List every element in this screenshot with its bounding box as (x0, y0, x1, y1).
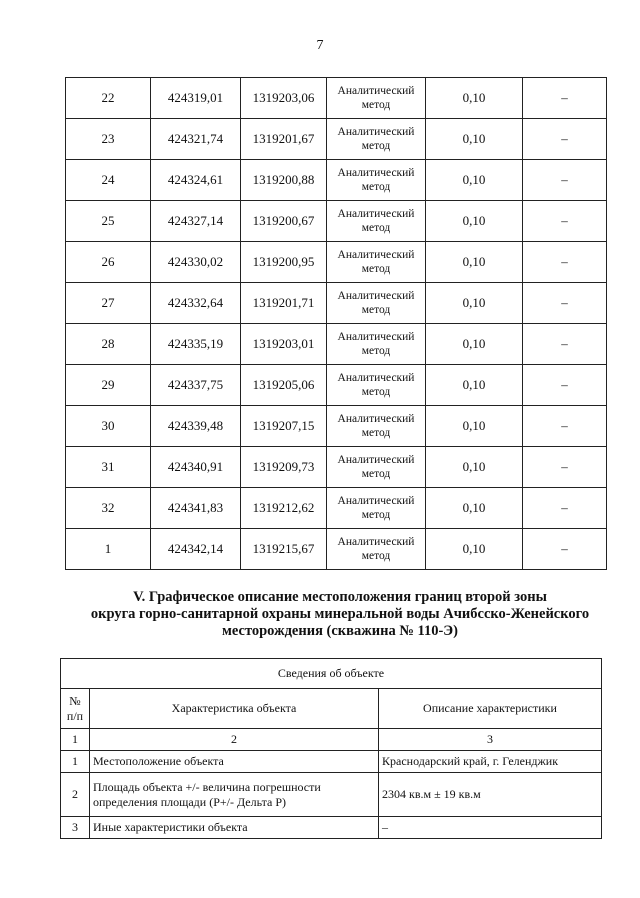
point-number-cell: 32 (66, 488, 151, 529)
index-cell: 1 (61, 729, 90, 751)
method-text: Аналитический (337, 413, 415, 425)
point-number-cell: 28 (66, 324, 151, 365)
method-cell (327, 283, 426, 324)
coordinates-table (65, 77, 607, 570)
method-text: Аналитический (337, 372, 415, 384)
table-row (66, 160, 607, 201)
row-characteristic: Площадь объекта +/- величина погрешности определения площади (Р+/- Дельта Р) (90, 773, 379, 817)
note-cell: – (523, 78, 607, 119)
coordinate-y-cell: 1319203,06 (241, 78, 327, 119)
accuracy-cell: 0,10 (426, 78, 523, 119)
table-row (66, 529, 607, 570)
table-row (66, 406, 607, 447)
method-cell (327, 242, 426, 283)
accuracy-cell: 0,10 (426, 160, 523, 201)
index-cell: 3 (379, 729, 602, 751)
method-text: Аналитический (337, 454, 415, 466)
method-text: Аналитический (337, 249, 415, 261)
method-text: Аналитический (337, 85, 415, 97)
table-row (66, 201, 607, 242)
method-text: метод (361, 386, 391, 398)
note-cell: – (523, 160, 607, 201)
coordinate-y-cell: 1319200,88 (241, 160, 327, 201)
method-text: метод (361, 99, 391, 111)
coordinate-y-cell: 1319209,73 (241, 447, 327, 488)
note-cell: – (523, 324, 607, 365)
table-row (66, 78, 607, 119)
coordinate-x-cell: 424337,75 (151, 365, 241, 406)
method-text: метод (361, 263, 391, 275)
coordinate-x-cell: 424321,74 (151, 119, 241, 160)
accuracy-cell: 0,10 (426, 201, 523, 242)
header-num: № п/п (61, 689, 90, 729)
note-cell: – (523, 283, 607, 324)
row-description: Краснодарский край, г. Геленджик (379, 751, 602, 773)
header-description: Описание характеристики (379, 689, 602, 729)
method-text: Аналитический (337, 167, 415, 179)
method-text: метод (361, 181, 391, 193)
note-cell: – (523, 529, 607, 570)
coordinate-x-cell: 424327,14 (151, 201, 241, 242)
coordinate-x-cell: 424342,14 (151, 529, 241, 570)
point-number-cell: 31 (66, 447, 151, 488)
method-text: метод (361, 427, 391, 439)
row-description: 2304 кв.м ± 19 кв.м (379, 773, 602, 817)
method-text: метод (361, 509, 391, 521)
method-cell (327, 119, 426, 160)
coordinate-x-cell: 424319,01 (151, 78, 241, 119)
point-number-cell: 23 (66, 119, 151, 160)
table-row (61, 773, 602, 817)
method-text: метод (361, 550, 391, 562)
note-cell: – (523, 242, 607, 283)
note-cell: – (523, 201, 607, 242)
method-text: Аналитический (337, 126, 415, 138)
note-cell: – (523, 406, 607, 447)
table-row (61, 751, 602, 773)
accuracy-cell: 0,10 (426, 119, 523, 160)
point-number-cell: 24 (66, 160, 151, 201)
table-row (66, 324, 607, 365)
method-text: Аналитический (337, 331, 415, 343)
coordinate-x-cell: 424324,61 (151, 160, 241, 201)
method-cell (327, 324, 426, 365)
table-header-row (61, 689, 602, 729)
point-number-cell: 22 (66, 78, 151, 119)
row-characteristic: Местоположение объекта (90, 751, 379, 773)
row-num: 2 (61, 773, 90, 817)
row-characteristic: Иные характеристики объекта (90, 817, 379, 839)
point-number-cell: 30 (66, 406, 151, 447)
point-number-cell: 1 (66, 529, 151, 570)
coordinate-y-cell: 1319205,06 (241, 365, 327, 406)
table-row (66, 242, 607, 283)
accuracy-cell: 0,10 (426, 488, 523, 529)
coordinate-y-cell: 1319215,67 (241, 529, 327, 570)
method-text: метод (361, 140, 391, 152)
page-number: 7 (316, 38, 324, 53)
method-text: Аналитический (337, 208, 415, 220)
table-row (66, 283, 607, 324)
table-row (66, 488, 607, 529)
coordinate-y-cell: 1319207,15 (241, 406, 327, 447)
coordinate-y-cell: 1319203,01 (241, 324, 327, 365)
table-row (66, 447, 607, 488)
note-cell: – (523, 119, 607, 160)
header-characteristic: Характеристика объекта (90, 689, 379, 729)
method-cell (327, 529, 426, 570)
row-description: – (379, 817, 602, 839)
method-text: метод (361, 222, 391, 234)
section-title (40, 589, 640, 640)
index-cell: 2 (90, 729, 379, 751)
accuracy-cell: 0,10 (426, 242, 523, 283)
coordinate-y-cell: 1319212,62 (241, 488, 327, 529)
note-cell: – (523, 447, 607, 488)
coordinate-x-cell: 424341,83 (151, 488, 241, 529)
coordinate-x-cell: 424330,02 (151, 242, 241, 283)
point-number-cell: 29 (66, 365, 151, 406)
coordinate-x-cell: 424340,91 (151, 447, 241, 488)
method-text: Аналитический (337, 495, 415, 507)
method-cell (327, 406, 426, 447)
coordinate-x-cell: 424335,19 (151, 324, 241, 365)
table-row (61, 817, 602, 839)
accuracy-cell: 0,10 (426, 324, 523, 365)
method-cell (327, 488, 426, 529)
accuracy-cell: 0,10 (426, 283, 523, 324)
method-cell (327, 78, 426, 119)
object-info-table (60, 658, 602, 839)
point-number-cell: 27 (66, 283, 151, 324)
coordinate-x-cell: 424339,48 (151, 406, 241, 447)
coordinate-y-cell: 1319201,71 (241, 283, 327, 324)
method-text: метод (361, 304, 391, 316)
table-caption-row (61, 659, 602, 689)
coordinate-y-cell: 1319200,95 (241, 242, 327, 283)
section-title-line: округа горно-санитарной охраны минеральной воды Ачибсско-Женейского (90, 606, 590, 622)
note-cell: – (523, 365, 607, 406)
note-cell: – (523, 488, 607, 529)
method-text: метод (361, 345, 391, 357)
row-num: 1 (61, 751, 90, 773)
method-cell (327, 447, 426, 488)
section-title-line: месторождения (скважина № 110-Э) (222, 623, 458, 639)
point-number-cell: 25 (66, 201, 151, 242)
row-num: 3 (61, 817, 90, 839)
method-cell (327, 365, 426, 406)
table-row (66, 365, 607, 406)
accuracy-cell: 0,10 (426, 406, 523, 447)
coordinate-y-cell: 1319200,67 (241, 201, 327, 242)
table-row (66, 119, 607, 160)
coordinate-y-cell: 1319201,67 (241, 119, 327, 160)
accuracy-cell: 0,10 (426, 447, 523, 488)
table-caption: Сведения об объекте (61, 659, 602, 689)
method-cell (327, 160, 426, 201)
method-text: Аналитический (337, 290, 415, 302)
section-title-line: V. Графическое описание местоположения границ второй зоны (133, 589, 547, 605)
method-text: метод (361, 468, 391, 480)
method-text: Аналитический (337, 536, 415, 548)
accuracy-cell: 0,10 (426, 365, 523, 406)
coordinate-x-cell: 424332,64 (151, 283, 241, 324)
method-cell (327, 201, 426, 242)
point-number-cell: 26 (66, 242, 151, 283)
accuracy-cell: 0,10 (426, 529, 523, 570)
table-index-row (61, 729, 602, 751)
